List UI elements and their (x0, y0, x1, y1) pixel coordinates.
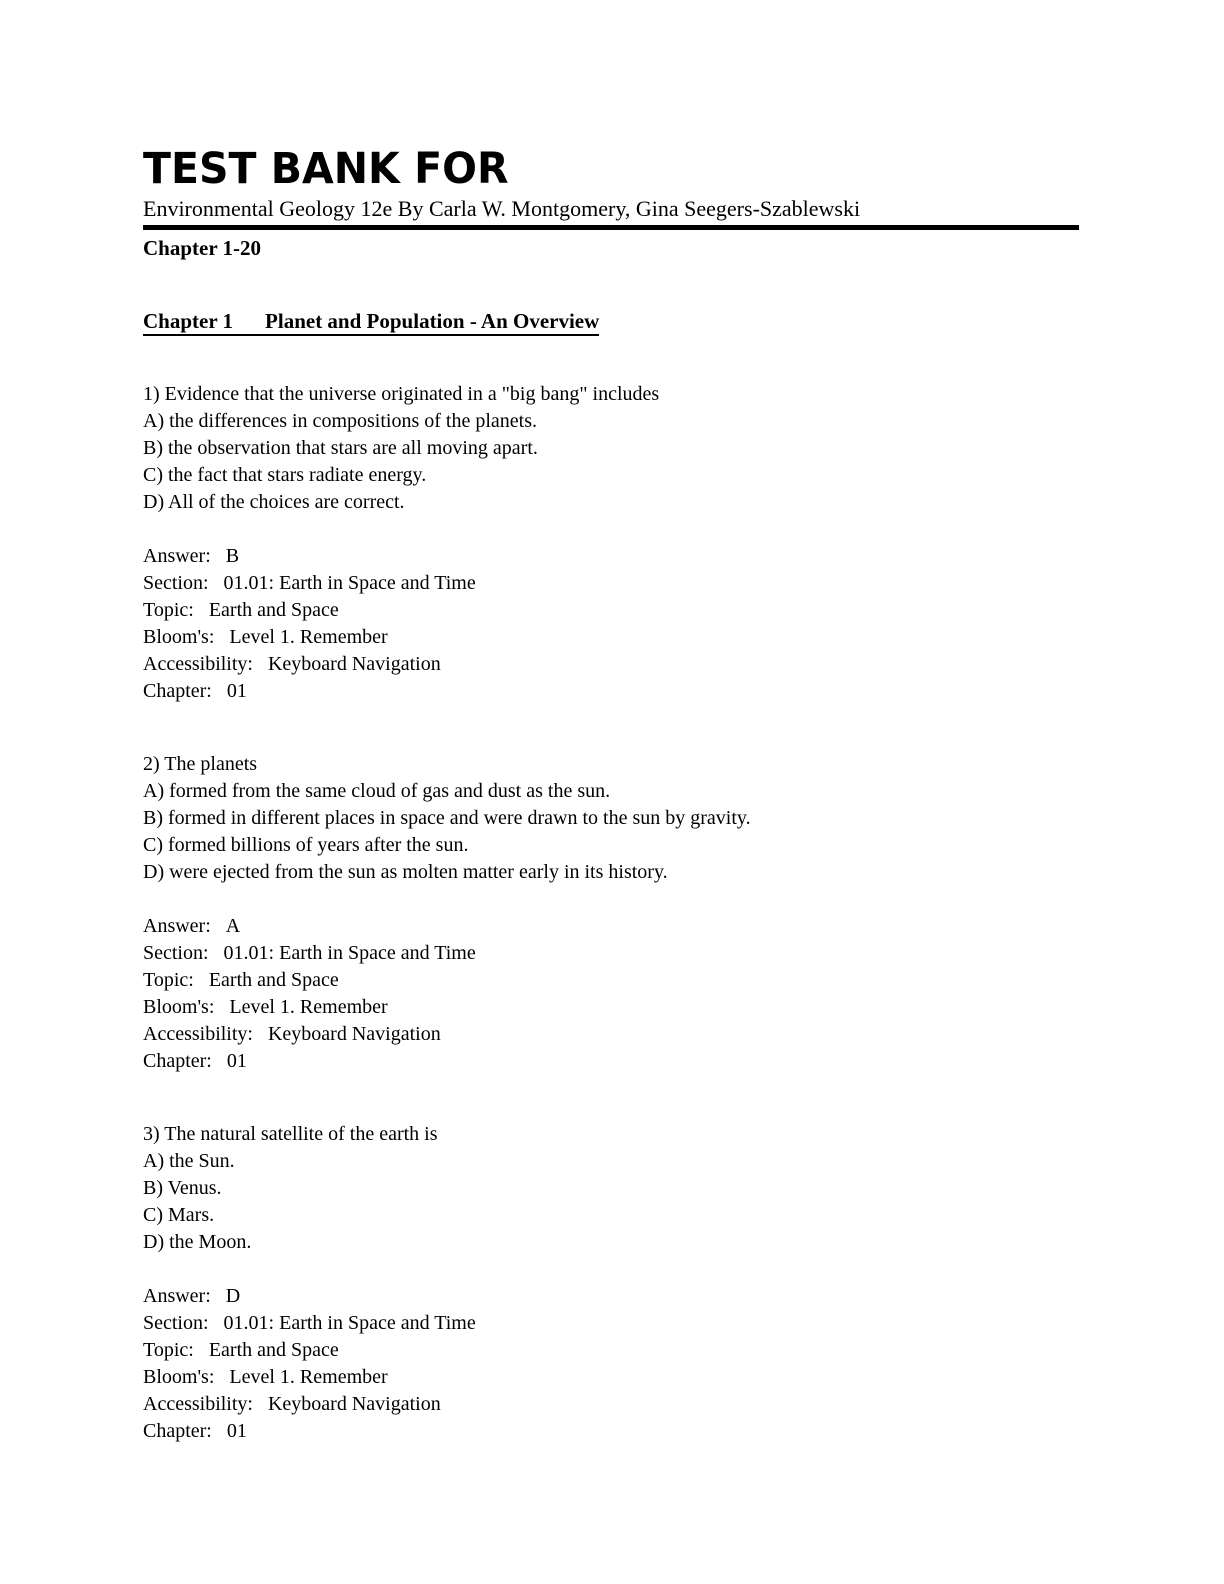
choice-line: B) Venus. (143, 1177, 222, 1200)
meta-value: 01 (226, 1420, 247, 1443)
meta-line-blooms (143, 1364, 1079, 1391)
meta-line-chapter (143, 678, 1079, 705)
meta-value: Keyboard Navigation (267, 1393, 441, 1416)
meta-line-topic (143, 597, 1079, 624)
meta-label: Accessibility: (143, 1393, 253, 1416)
meta-label: Section: (143, 572, 209, 595)
answer-meta-block (143, 543, 1079, 705)
question-prompt: 3) The natural satellite of the earth is (143, 1123, 438, 1146)
meta-label: Accessibility: (143, 653, 253, 676)
meta-value: Level 1. Remember (229, 626, 388, 649)
chapter-range: Chapter 1-20 (143, 236, 262, 261)
meta-label: Bloom's: (143, 996, 215, 1019)
meta-line-section (143, 1310, 1079, 1337)
question-block (143, 381, 1079, 705)
divider-rule (143, 225, 1079, 230)
meta-value: Keyboard Navigation (267, 1023, 441, 1046)
meta-label: Accessibility: (143, 1023, 253, 1046)
choice-line: A) the Sun. (143, 1150, 235, 1173)
page-title: TEST BANK FOR (143, 142, 509, 194)
meta-line-accessibility (143, 651, 1079, 678)
choice-line: C) the fact that stars radiate energy. (143, 464, 427, 487)
meta-line-topic (143, 967, 1079, 994)
meta-value: 01.01: Earth in Space and Time (223, 942, 476, 965)
meta-value: Earth and Space (208, 599, 339, 622)
meta-line-answer (143, 1283, 1079, 1310)
meta-value: 01 (226, 680, 247, 703)
choice-line: B) the observation that stars are all moving apart. (143, 437, 538, 460)
meta-value: 01 (226, 1050, 247, 1073)
choice-line: C) Mars. (143, 1204, 215, 1227)
meta-label: Topic: (143, 969, 194, 992)
meta-line-accessibility (143, 1021, 1079, 1048)
choice-line: B) formed in different places in space and were drawn to the sun by gravity. (143, 807, 751, 830)
meta-label: Chapter: (143, 1420, 212, 1443)
meta-value: Level 1. Remember (229, 1366, 388, 1389)
meta-label: Topic: (143, 1339, 194, 1362)
choice-line: D) were ejected from the sun as molten matter early in its history. (143, 861, 668, 884)
meta-line-blooms (143, 624, 1079, 651)
meta-line-topic (143, 1337, 1079, 1364)
meta-value: A (225, 915, 241, 938)
meta-value: Keyboard Navigation (267, 653, 441, 676)
choice-line: C) formed billions of years after the sun. (143, 834, 469, 857)
meta-label: Answer: (143, 915, 211, 938)
meta-line-answer (143, 913, 1079, 940)
section-heading (143, 308, 1079, 335)
meta-value: Earth and Space (208, 1339, 339, 1362)
question-block (143, 1121, 1079, 1445)
answer-meta-block (143, 913, 1079, 1075)
question-prompt: 2) The planets (143, 753, 258, 776)
meta-line-blooms (143, 994, 1079, 1021)
meta-label: Chapter: (143, 680, 212, 703)
meta-value: 01.01: Earth in Space and Time (223, 572, 476, 595)
meta-value: Level 1. Remember (229, 996, 388, 1019)
meta-value: 01.01: Earth in Space and Time (223, 1312, 476, 1335)
choice-line: A) formed from the same cloud of gas and dust as the sun. (143, 780, 611, 803)
meta-label: Bloom's: (143, 626, 215, 649)
choice-line: A) the differences in compositions of the planets. (143, 410, 537, 433)
question-block (143, 751, 1079, 1075)
choice-line: D) All of the choices are correct. (143, 491, 405, 514)
meta-value: D (225, 1285, 241, 1308)
section-chapter-title: Planet and Population - An Overview (265, 309, 600, 334)
document-page (143, 142, 1079, 1445)
meta-label: Section: (143, 1312, 209, 1335)
meta-line-chapter (143, 1048, 1079, 1075)
choice-line: D) the Moon. (143, 1231, 252, 1254)
meta-label: Answer: (143, 1285, 211, 1308)
answer-meta-block (143, 1283, 1079, 1445)
meta-line-chapter (143, 1418, 1079, 1445)
meta-line-section (143, 570, 1079, 597)
meta-value: B (225, 545, 240, 568)
section-chapter-label: Chapter 1 (143, 309, 234, 334)
meta-label: Answer: (143, 545, 211, 568)
meta-label: Topic: (143, 599, 194, 622)
doc-subtitle: Environmental Geology 12e By Carla W. Montgomery, Gina Seegers-Szablewski (143, 196, 861, 222)
meta-label: Chapter: (143, 1050, 212, 1073)
meta-line-answer (143, 543, 1079, 570)
meta-label: Bloom's: (143, 1366, 215, 1389)
meta-value: Earth and Space (208, 969, 339, 992)
meta-label: Section: (143, 942, 209, 965)
meta-line-accessibility (143, 1391, 1079, 1418)
meta-line-section (143, 940, 1079, 967)
question-prompt: 1) Evidence that the universe originated in a "big bang" includes (143, 383, 660, 406)
section-heading-underline (143, 309, 599, 336)
